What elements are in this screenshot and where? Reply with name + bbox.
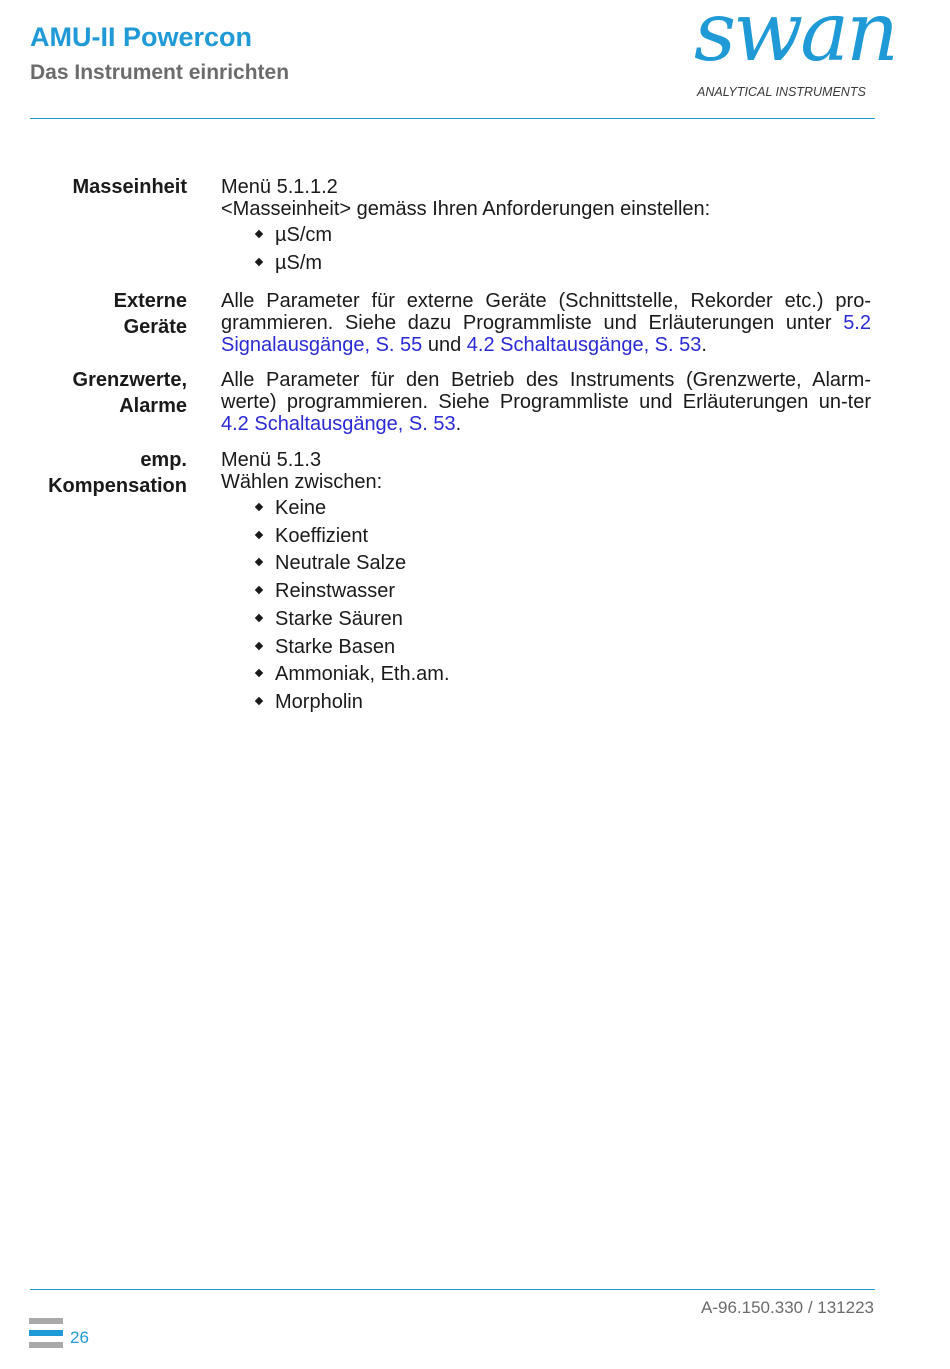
bullet-diamond-icon xyxy=(255,530,263,538)
compensation-options-list xyxy=(221,495,871,717)
instruction-text: Wählen zwischen: xyxy=(221,471,383,493)
list-item: Reinstwasser xyxy=(221,578,871,606)
header-divider xyxy=(30,118,875,119)
list-item: Morpholin xyxy=(221,689,871,717)
instruction-text: <Masseinheit> gemäss Ihren Anforderungen einstellen: xyxy=(221,198,711,220)
marker-bar-blue xyxy=(29,1330,63,1336)
link-schaltausgaenge[interactable]: 4.2 Schaltausgänge, S. 53 xyxy=(466,334,702,356)
bullet-diamond-icon xyxy=(255,558,263,566)
bullet-diamond-icon xyxy=(255,697,263,705)
list-item: Starke Säuren xyxy=(221,606,871,634)
bullet-diamond-icon xyxy=(255,503,263,511)
term-kompensation: emp. Kompensation xyxy=(48,449,187,497)
link-signalausgaenge[interactable]: 5.2 Signalausgänge, S. 55 xyxy=(221,312,871,356)
page-number: 26 xyxy=(70,1328,89,1347)
term-masseinheit: Masseinheit xyxy=(72,176,187,198)
desc-kompensation xyxy=(221,449,871,717)
bullet-diamond-icon xyxy=(255,641,263,649)
swan-logo xyxy=(690,0,896,102)
list-item: Neutrale Salze xyxy=(221,550,871,578)
chapter-subtitle: Das Instrument einrichten xyxy=(30,61,290,84)
list-item: µS/cm xyxy=(221,222,871,250)
document-title: AMU-II Powercon xyxy=(30,22,253,52)
menu-reference: Menü 5.1.3 xyxy=(221,449,322,471)
page-marker-icon xyxy=(29,1318,63,1354)
logo-tagline: ANALYTICAL INSTRUMENTS xyxy=(697,85,866,99)
bullet-diamond-icon xyxy=(255,669,263,677)
bullet-diamond-icon xyxy=(255,586,263,594)
desc-grenzwerte: Alle Parameter für den Betrieb des Instruments (Grenzwerte, Alarm-werte) programmieren. Siehe Programmliste und Erläuterungen un-ter 4.2 Schaltausgänge, S. 53. xyxy=(221,369,871,435)
list-item: Starke Basen xyxy=(221,634,871,662)
marker-bar-grey xyxy=(29,1318,63,1324)
list-item: µS/m xyxy=(221,250,871,278)
menu-reference: Menü 5.1.1.2 xyxy=(221,176,338,198)
bullet-diamond-icon xyxy=(255,230,263,238)
unit-options-list xyxy=(221,222,871,277)
bullet-diamond-icon xyxy=(255,257,263,265)
term-grenzwerte: Grenzwerte, Alarme xyxy=(72,369,187,417)
bullet-diamond-icon xyxy=(255,614,263,622)
list-item: Keine xyxy=(221,495,871,523)
desc-externe-geraete: Alle Parameter für externe Geräte (Schnittstelle, Rekorder etc.) pro-grammieren. Siehe dazu Programmliste und Erläuterungen unter 5.2 Signalausgänge, S. 55 und 4.2 Schaltausgänge, S. 53. xyxy=(221,290,871,356)
document-number: A-96.150.330 / 131223 xyxy=(701,1298,874,1317)
list-item: Koeffizient xyxy=(221,523,871,551)
marker-bar-grey xyxy=(29,1342,63,1348)
link-schaltausgaenge[interactable]: 4.2 Schaltausgänge, S. 53 xyxy=(221,413,456,435)
term-externe-geraete: Externe Geräte xyxy=(113,290,187,338)
footer-divider xyxy=(30,1289,875,1290)
desc-masseinheit xyxy=(221,176,871,277)
list-item: Ammoniak, Eth.am. xyxy=(221,661,871,689)
logo-wordmark: swan xyxy=(694,0,896,80)
